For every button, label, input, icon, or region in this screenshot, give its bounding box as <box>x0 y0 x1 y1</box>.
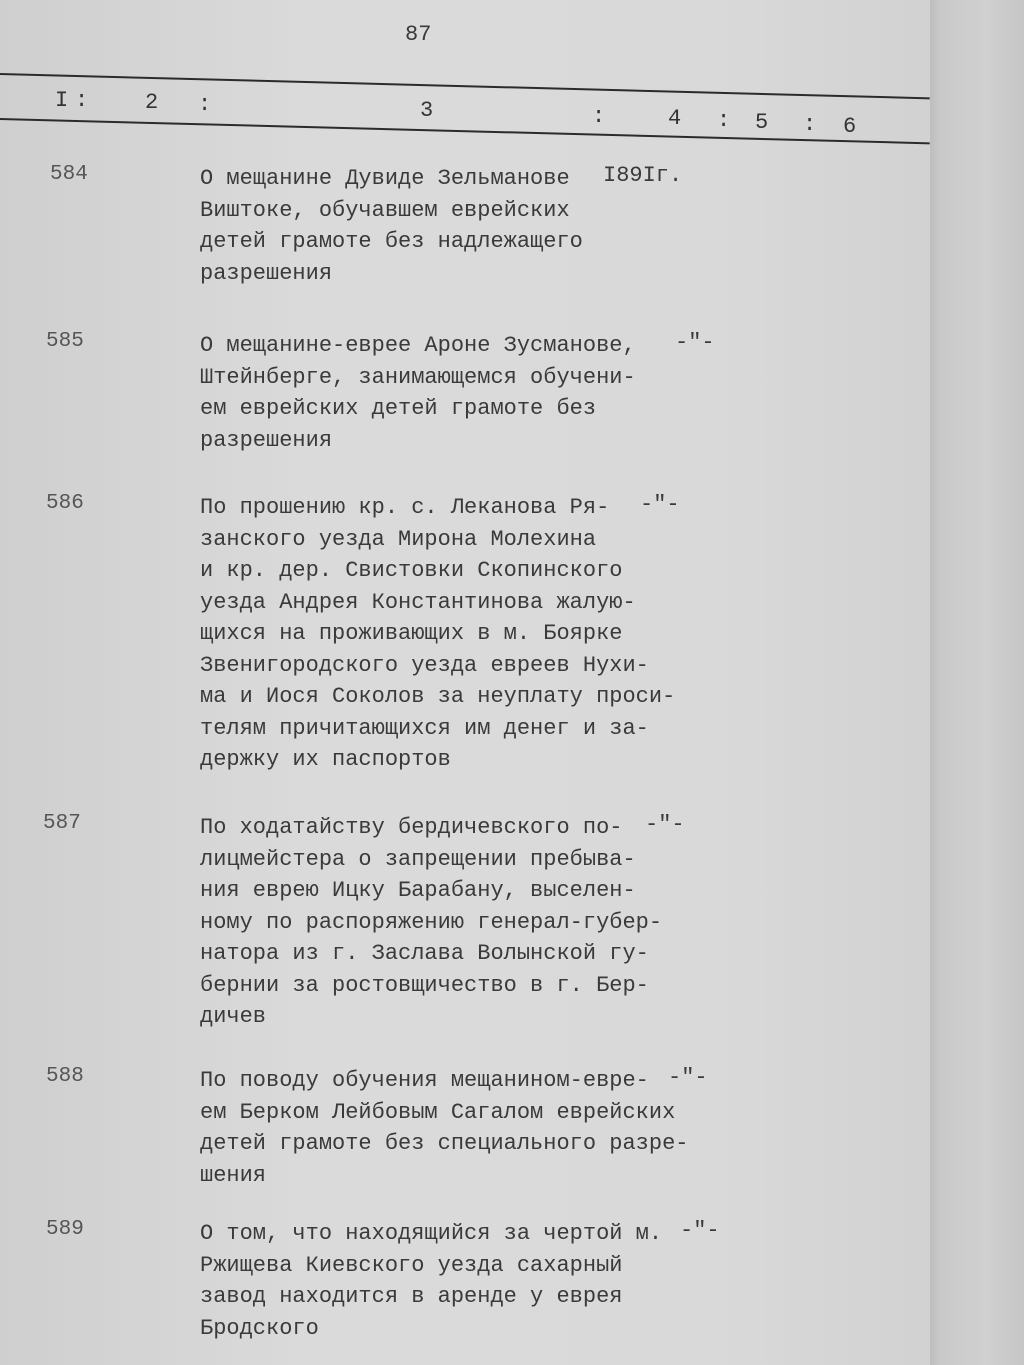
entry-description-line: детей грамоте без специального разре- <box>200 1131 689 1156</box>
entry-description-line: держку их паспортов <box>200 747 451 772</box>
column-header-4: 4 <box>668 106 682 131</box>
entry-description-line: телям причитающихся им денег и за- <box>200 715 649 741</box>
entry-description-line: ем Берком Лейбовым Сагалом еврейских <box>200 1099 676 1125</box>
column-header-5: 5 <box>755 110 769 135</box>
entry-date: -"- <box>680 1218 720 1243</box>
entry-description <box>200 1065 688 1191</box>
column-header-2: 2 <box>145 90 159 115</box>
entry-description-line: По поводу обучения мещанином-евре- <box>200 1068 649 1093</box>
column-separator: : <box>717 108 731 133</box>
entry-description <box>200 812 662 1033</box>
entry-number: 585 <box>46 330 84 353</box>
entry-description-line: натора из г. Заслава Волынской гу- <box>200 941 649 966</box>
header-rule-bottom <box>0 118 930 144</box>
entry-description-line: детей грамоте без надлежащего <box>200 229 583 254</box>
entry-description <box>200 492 675 776</box>
entry-description-line: занского уезда Мирона Молехина <box>200 526 597 552</box>
entry-description-line: О мещанине-еврее Ароне Зусманове, <box>200 333 636 358</box>
entry-description-line: ем еврейских детей грамоте без <box>200 396 597 421</box>
entry-description-line: Штейнберге, занимающемся обучени- <box>200 364 636 390</box>
entry-number: 588 <box>46 1065 84 1088</box>
entry-date: -"- <box>668 1065 708 1090</box>
entry-description-line: разрешения <box>200 427 333 453</box>
entry-description-line: щихся на проживающих в м. Боярке <box>200 621 623 646</box>
entry-date: I89Iг. <box>603 163 683 188</box>
entry-description-line: шения <box>200 1162 267 1188</box>
entry-description-line: завод находится в аренде у еврея <box>200 1284 623 1309</box>
column-header-3: 3 <box>420 98 434 123</box>
entry-description-line: ния еврею Ицку Барабану, выселен- <box>200 878 636 903</box>
entry-description-line: разрешения <box>200 260 333 286</box>
column-separator: : <box>75 88 89 113</box>
entry-description <box>200 1218 662 1344</box>
entry-description-line: По ходатайству бердичевского по- <box>200 815 623 840</box>
entry-date: -"- <box>675 330 715 355</box>
page-number: 87 <box>405 22 432 47</box>
column-header-6: 6 <box>843 114 857 139</box>
entry-description-line: бернии за ростовщичество в г. Бер- <box>200 972 649 998</box>
header-rule-top <box>0 73 930 99</box>
entry-number: 584 <box>50 163 88 186</box>
entry-date: -"- <box>640 492 680 517</box>
entry-number: 589 <box>46 1218 84 1241</box>
entry-description <box>200 330 636 456</box>
entry-number: 586 <box>46 492 84 515</box>
entry-description-line: Бродского <box>200 1315 319 1341</box>
entry-description <box>200 163 583 289</box>
entry-description-line: По прошению кр. с. Леканова Ря- <box>200 495 610 520</box>
entry-description-line: Виштоке, обучавшем еврейских <box>200 197 570 223</box>
entry-description-line: ма и Иося Соколов за неуплату проси- <box>200 684 676 709</box>
entry-description-line: О том, что находящийся за чертой м. <box>200 1221 663 1246</box>
column-separator: : <box>803 112 817 137</box>
column-separator: : <box>592 104 606 129</box>
entry-description-line: ному по распоряжению генерал-губер- <box>200 909 663 935</box>
entry-description-line: О мещанине Дувиде Зельманове <box>200 166 570 191</box>
entry-description-line: лицмейстера о запрещении пребыва- <box>200 846 636 872</box>
entry-description-line: Ржищева Киевского уезда сахарный <box>200 1252 623 1278</box>
entry-description-line: Звенигородского уезда евреев Нухи- <box>200 652 649 678</box>
entry-date: -"- <box>645 812 685 837</box>
entry-description-line: дичев <box>200 1004 267 1029</box>
entry-description-line: и кр. дер. Свистовки Скопинского <box>200 558 623 583</box>
page-edge-shadow <box>930 0 1024 1365</box>
entry-number: 587 <box>43 812 81 835</box>
column-separator: : <box>198 92 212 117</box>
entry-description-line: уезда Андрея Константинова жалую- <box>200 589 636 615</box>
column-header-1: I <box>55 88 69 113</box>
